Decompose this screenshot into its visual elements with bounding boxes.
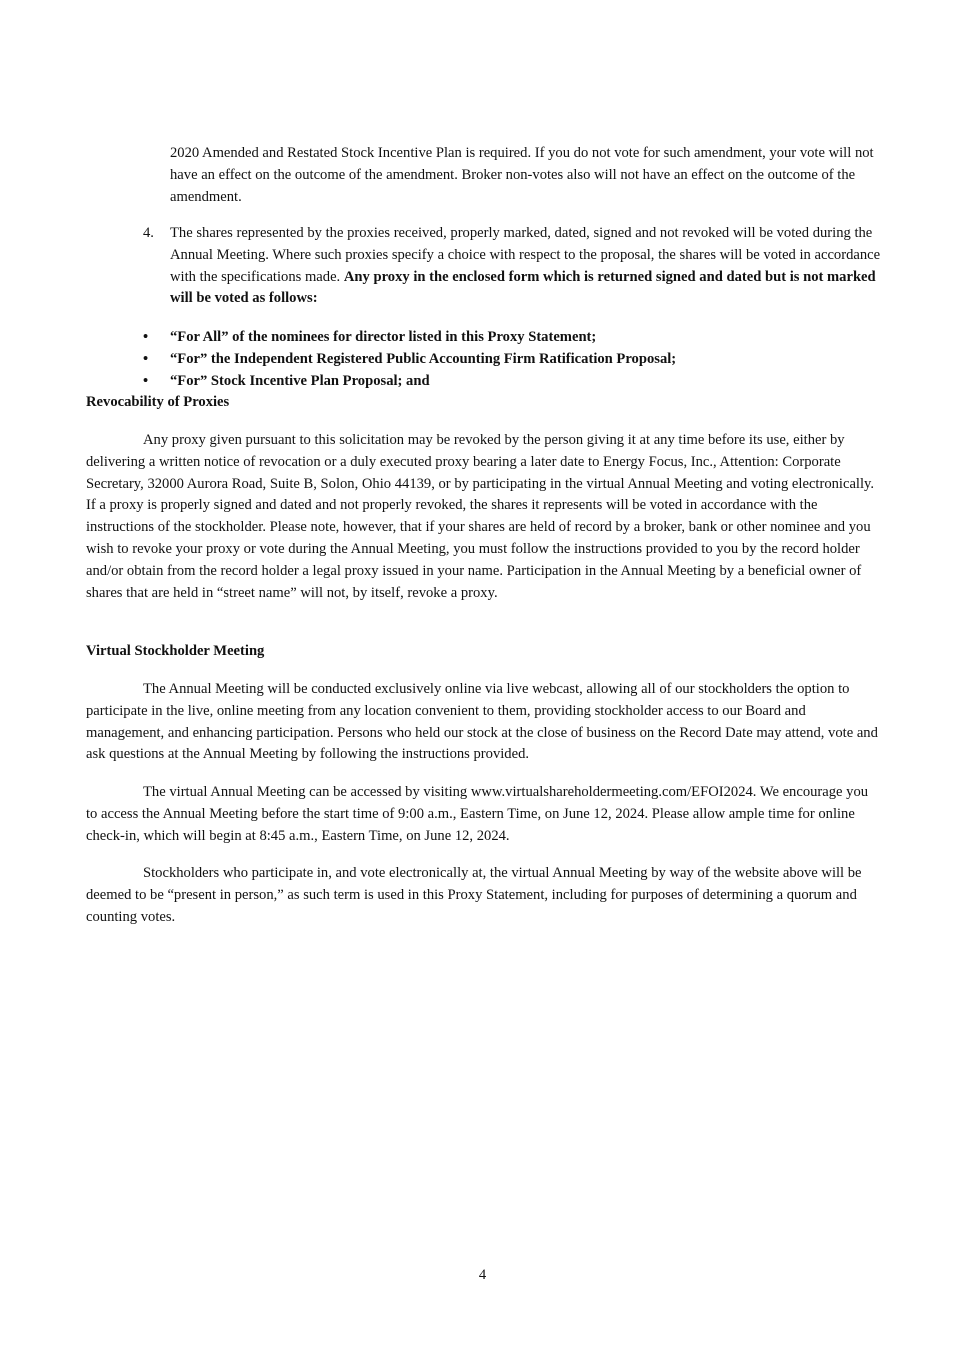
item-4-text: The shares represented by the proxies received, properly marked, dated, signed and not revoked will be voted during the Annual Meeting. Where such proxies specify a choice with respect to the proposal, the shares will be voted in accordance with the specifications made. (170, 225, 881, 285)
page-number: 4 (478, 1267, 487, 1283)
virtual-meeting-paragraph-2: The virtual Annual Meeting can be accessed by visiting www.virtualshareholdermeeting.com/EFOI2024. We encourage you to access the Annual Meeting before the start time of 9:00 a.m., Eastern Time, on June 12, 2024. Please allow ample time for online check-in, which will begin at 8:45 a.m., Eastern Time, on June 12, 2024. (86, 784, 869, 844)
list-item (143, 349, 882, 371)
list-item-text: “For” Stock Incentive Plan Proposal; and (170, 372, 430, 389)
numbered-item-4 (143, 223, 882, 310)
list-item-text: “For All” of the nominees for director listed in this Proxy Statement; (170, 329, 597, 345)
item-4-body (170, 223, 882, 310)
list-item (143, 371, 882, 393)
virtual-meeting-paragraph-3: Stockholders who participate in, and vote electronically at, the virtual Annual Meeting by way of the website above will be deemed to be “present in person,” as such term is used in this Proxy Statement, including for purposes of determining a quorum and counting votes. (86, 865, 862, 925)
list-item (143, 327, 882, 349)
list-item-text: “For” the Independent Registered Public Accounting Firm Ratification Proposal; (170, 350, 677, 367)
default-vote-list (143, 327, 882, 392)
bullet-icon: • (143, 329, 149, 345)
revocability-heading: Revocability of Proxies (86, 394, 230, 410)
virtual-meeting-paragraph-1: The Annual Meeting will be conducted exclusively online via live webcast, allowing all of our stockholders the option to participate in the live, online meeting from any location convenient to them, providing stockholder access to our Board and management, and enhancing participation. Persons who held our stock at the close of business on the Record Date may attend, vote and ask questions at the Annual Meeting by following the instructions provided. (86, 681, 878, 763)
item-4-bold-text: Any proxy in the enclosed form which is returned signed and dated but is not marked will be voted as follows: (170, 268, 876, 307)
item-number: 4. (143, 225, 154, 241)
bullet-icon: • (143, 350, 149, 367)
continuation-paragraph: 2020 Amended and Restated Stock Incentive Plan is required. If you do not vote for such amendment, your vote will not have an effect on the outcome of the amendment. Broker non-votes also will not have an effect on the outcome of the amendment. (170, 145, 874, 205)
bullet-icon: • (143, 372, 149, 389)
revocability-paragraph: Any proxy given pursuant to this solicitation may be revoked by the person giving it at any time before its use, either by delivering a written notice of revocation or a duly executed proxy bearing a later date to Energy Focus, Inc., Attention: Corporate Secretary, 32000 Aurora Road, Suite B, Solon, Ohio 44139, or by participating in the virtual Annual Meeting and voting electronically. If a proxy is properly signed and dated and not properly revoked, the shares it represents will be voted in accordance with the instructions of the stockholder. Please note, however, that if your shares are held of record by a broker, bank or other nominee and you wish to revoke your proxy or vote during the Annual Meeting, you must follow the instructions provided to you by the record holder and/or obtain from the record holder a legal proxy issued in your name. Participation in the Annual Meeting by a beneficial owner of shares that are held in “street name” will not, by itself, revoke a proxy. (86, 432, 875, 601)
virtual-meeting-heading: Virtual Stockholder Meeting (86, 643, 265, 659)
